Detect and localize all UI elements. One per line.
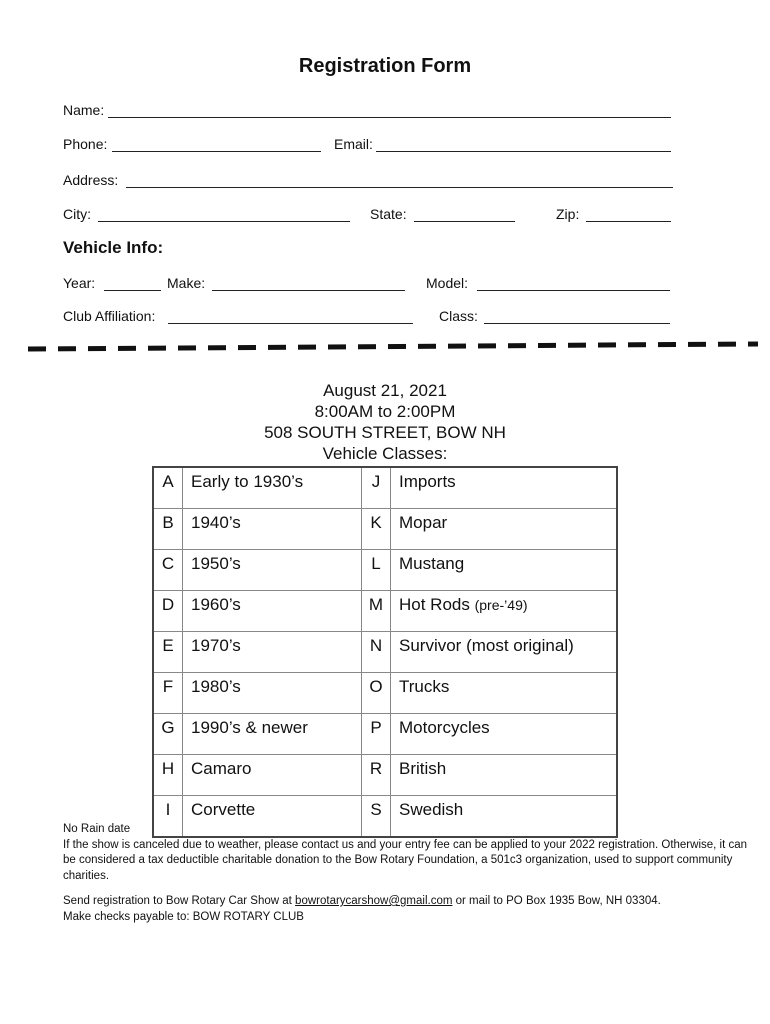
email-link[interactable]: bowrotarycarshow@gmail.com: [295, 895, 453, 907]
class-name: [183, 714, 362, 755]
class-code: [153, 467, 183, 509]
class-row: [153, 509, 617, 550]
model-field[interactable]: [477, 290, 670, 291]
event-address: 508 SOUTH STREET, BOW NH: [264, 423, 506, 442]
class-name: [391, 591, 618, 632]
class-name: [391, 673, 618, 714]
cut-line: [28, 341, 758, 351]
class-name: [391, 632, 618, 673]
class-code-text: G: [161, 718, 175, 737]
class-code-text: M: [368, 595, 384, 614]
class-name: [391, 509, 618, 550]
class-name-text: 1970’s: [191, 636, 241, 655]
class-code-text: O: [369, 677, 383, 696]
class-name-text: Trucks: [399, 677, 450, 696]
class-name: [391, 755, 618, 796]
class-code: [362, 550, 391, 591]
phone-label: Phone:: [63, 136, 108, 152]
event-time: 8:00AM to 2:00PM: [314, 402, 456, 421]
class-name: [183, 591, 362, 632]
class-label: Class:: [439, 308, 478, 324]
class-name: [183, 632, 362, 673]
checks-note: Make checks payable to: BOW ROTARY CLUB: [63, 910, 304, 923]
class-name-text: Mustang: [399, 554, 465, 573]
footer-send: [63, 894, 753, 925]
vehicle-info-heading: Vehicle Info:: [63, 238, 164, 257]
class-code: [153, 755, 183, 796]
no-rain-note: No Rain date: [63, 823, 131, 835]
event-date: August 21, 2021: [323, 381, 447, 400]
classes-heading: Vehicle Classes:: [322, 444, 448, 463]
class-code: [153, 673, 183, 714]
class-code-text: N: [369, 636, 383, 655]
class-code: [153, 591, 183, 632]
class-row: [153, 467, 617, 509]
class-code: [153, 509, 183, 550]
class-name: [391, 714, 618, 755]
address-label: Address:: [63, 172, 119, 188]
name-label: Name:: [63, 102, 105, 118]
club-field[interactable]: [168, 323, 413, 324]
year-field[interactable]: [104, 290, 161, 291]
class-name: [391, 550, 618, 591]
class-code-text: I: [165, 800, 171, 819]
class-name-text: Motorcycles: [399, 718, 490, 737]
vehicle-classes-table: [152, 466, 618, 838]
class-row: [153, 591, 617, 632]
class-name-text: 1960’s: [191, 595, 241, 614]
class-code-text: F: [162, 677, 174, 696]
name-field[interactable]: [108, 117, 671, 118]
model-label: Model:: [426, 275, 469, 291]
class-name-text: Swedish: [399, 800, 464, 819]
class-code: [362, 632, 391, 673]
state-field[interactable]: [414, 221, 515, 222]
class-code-text: B: [162, 513, 174, 532]
class-name-text: Imports: [399, 472, 456, 491]
class-code-text: S: [370, 800, 382, 819]
class-row: [153, 673, 617, 714]
phone-field[interactable]: [112, 151, 321, 152]
class-code: [362, 673, 391, 714]
class-field[interactable]: [484, 323, 670, 324]
class-name: [183, 550, 362, 591]
class-code: [153, 550, 183, 591]
form-title: Registration Form: [298, 55, 472, 77]
class-name: [183, 755, 362, 796]
class-name: [183, 673, 362, 714]
class-row: [153, 714, 617, 755]
class-code: [362, 714, 391, 755]
class-name-text: 1950’s: [191, 554, 241, 573]
class-name-text: Survivor (most original): [399, 636, 574, 655]
class-name-text: Early to 1930’s: [191, 472, 304, 491]
class-row: [153, 632, 617, 673]
class-code: [153, 714, 183, 755]
class-code-text: C: [161, 554, 175, 573]
class-name-text: Corvette: [191, 800, 256, 819]
class-code: [362, 467, 391, 509]
class-code-text: D: [161, 595, 175, 614]
class-name-text: Camaro: [191, 759, 252, 778]
email-label: Email:: [334, 136, 373, 152]
class-code: [362, 509, 391, 550]
class-name: [183, 467, 362, 509]
send-suffix: or mail to PO Box 1935 Bow, NH 03304.: [455, 895, 661, 907]
class-name-text: Mopar: [399, 513, 448, 532]
footer-notes: [63, 822, 753, 884]
class-row: [153, 550, 617, 591]
class-code-text: E: [162, 636, 174, 655]
email-field[interactable]: [376, 151, 671, 152]
class-name: [183, 509, 362, 550]
class-code: [362, 591, 391, 632]
class-code-text: L: [371, 554, 381, 573]
make-label: Make:: [167, 275, 206, 291]
class-name: [391, 467, 618, 509]
city-label: City:: [63, 206, 91, 222]
zip-label: Zip:: [556, 206, 580, 222]
class-name-text: 1940’s: [191, 513, 241, 532]
year-label: Year:: [63, 275, 96, 291]
class-name-text: 1990’s & newer: [191, 718, 308, 737]
class-code-text: H: [161, 759, 175, 778]
class-code-text: J: [371, 472, 381, 491]
send-line: [63, 894, 753, 910]
class-row: [153, 755, 617, 796]
make-field[interactable]: [212, 290, 405, 291]
address-field[interactable]: [126, 187, 673, 188]
class-code-text: P: [370, 718, 382, 737]
class-code-text: A: [162, 472, 174, 491]
send-prefix: Send registration to Bow Rotary Car Show at: [63, 895, 292, 907]
cancel-note: If the show is canceled due to weather, please contact us and your entry fee can be applied to your 2022 registration. Otherwise, it can be considered a tax deductible charitable donation to the Bow Rotary Foundation, a 501c3 organization, used to support community charities.: [63, 838, 748, 882]
state-label: State:: [370, 206, 407, 222]
class-code-text: K: [370, 513, 382, 532]
zip-field[interactable]: [586, 221, 671, 222]
class-code: [153, 632, 183, 673]
class-code: [362, 755, 391, 796]
class-name-text: Hot Rods: [399, 595, 470, 614]
club-label: Club Affiliation:: [63, 308, 156, 324]
class-name-text: 1980’s: [191, 677, 241, 696]
class-note: (pre-’49): [474, 597, 528, 613]
class-name-text: British: [399, 759, 447, 778]
city-field[interactable]: [98, 221, 350, 222]
class-code-text: R: [369, 759, 383, 778]
